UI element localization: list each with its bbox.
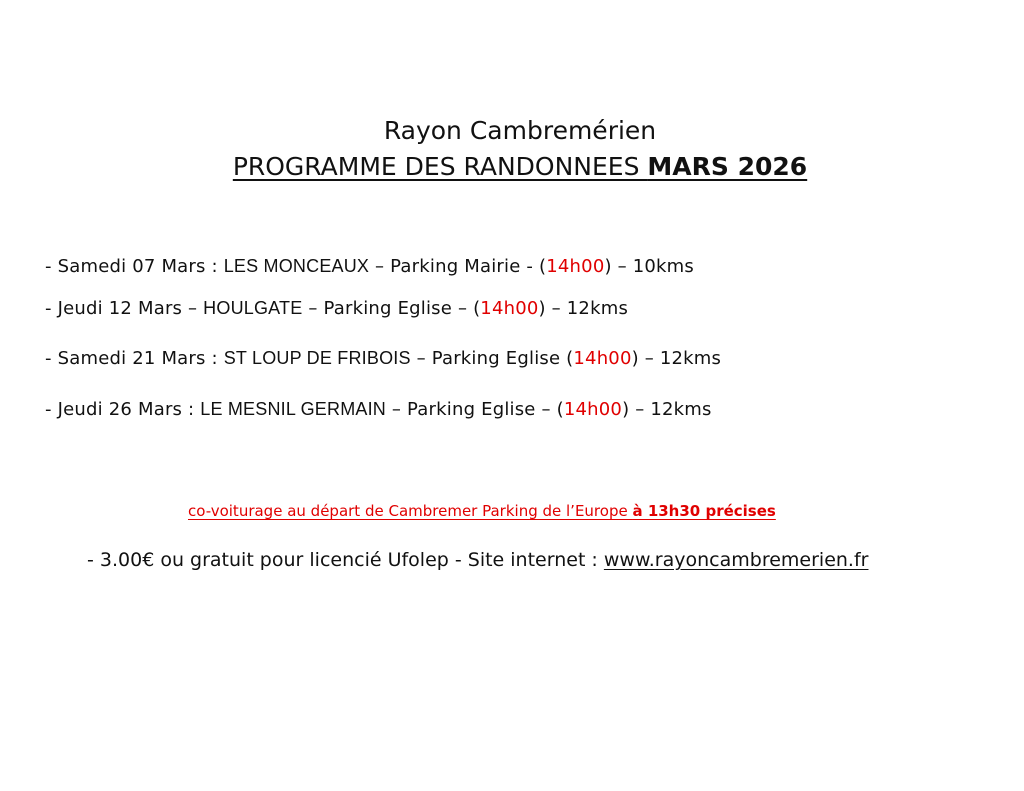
hike-date: - Jeudi 26 Mars : xyxy=(45,399,201,420)
hike-place: LE MESNIL GERMAIN xyxy=(200,399,387,419)
hike-time: 14h00 xyxy=(546,256,605,277)
hike-date: - Samedi 21 Mars : xyxy=(45,348,224,369)
club-name: Rayon Cambremérien xyxy=(383,116,657,145)
website-link[interactable]: www.rayoncambremerien.fr xyxy=(603,549,869,571)
hike-date: - Samedi 07 Mars : xyxy=(45,256,224,277)
programme-label: PROGRAMME DES RANDONNEES xyxy=(232,152,648,181)
hike-place: LES MONCEAUX xyxy=(223,256,370,276)
carpool-time: à 13h30 précises xyxy=(632,502,776,520)
hike-meeting: – Parking Eglise – ( xyxy=(386,399,564,420)
hike-item-2 xyxy=(45,298,628,319)
programme-month: MARS 2026 xyxy=(647,152,808,181)
hike-item-3 xyxy=(45,348,721,369)
hike-place: ST LOUP DE FRIBOIS xyxy=(223,348,411,368)
hike-time: 14h00 xyxy=(563,399,623,420)
hike-date: - Jeudi 12 Mars – xyxy=(45,298,204,319)
hike-distance: ) – 12kms xyxy=(631,348,722,369)
hike-distance: ) – 10kms xyxy=(604,256,694,277)
hike-meeting: – Parking Eglise ( xyxy=(410,348,574,369)
hike-meeting: – Parking Mairie - ( xyxy=(369,256,547,277)
hike-distance: ) – 12kms xyxy=(622,399,712,420)
club-title xyxy=(0,116,1024,145)
hike-time: 14h00 xyxy=(573,348,632,369)
carpool-notice xyxy=(188,502,776,520)
hike-item-1 xyxy=(45,256,694,277)
hike-distance: ) – 12kms xyxy=(538,298,629,319)
hike-item-4 xyxy=(45,399,712,420)
hike-place: HOULGATE xyxy=(203,298,303,318)
hike-meeting: – Parking Eglise – ( xyxy=(302,298,481,319)
fee-and-website xyxy=(87,549,868,571)
hike-time: 14h00 xyxy=(480,298,539,319)
programme-title xyxy=(0,152,1024,181)
carpool-text: co-voiturage au départ de Cambremer Parking de l’Europe xyxy=(188,502,633,520)
fee-text: - 3.00€ ou gratuit pour licencié Ufolep - Site internet : xyxy=(87,549,604,571)
